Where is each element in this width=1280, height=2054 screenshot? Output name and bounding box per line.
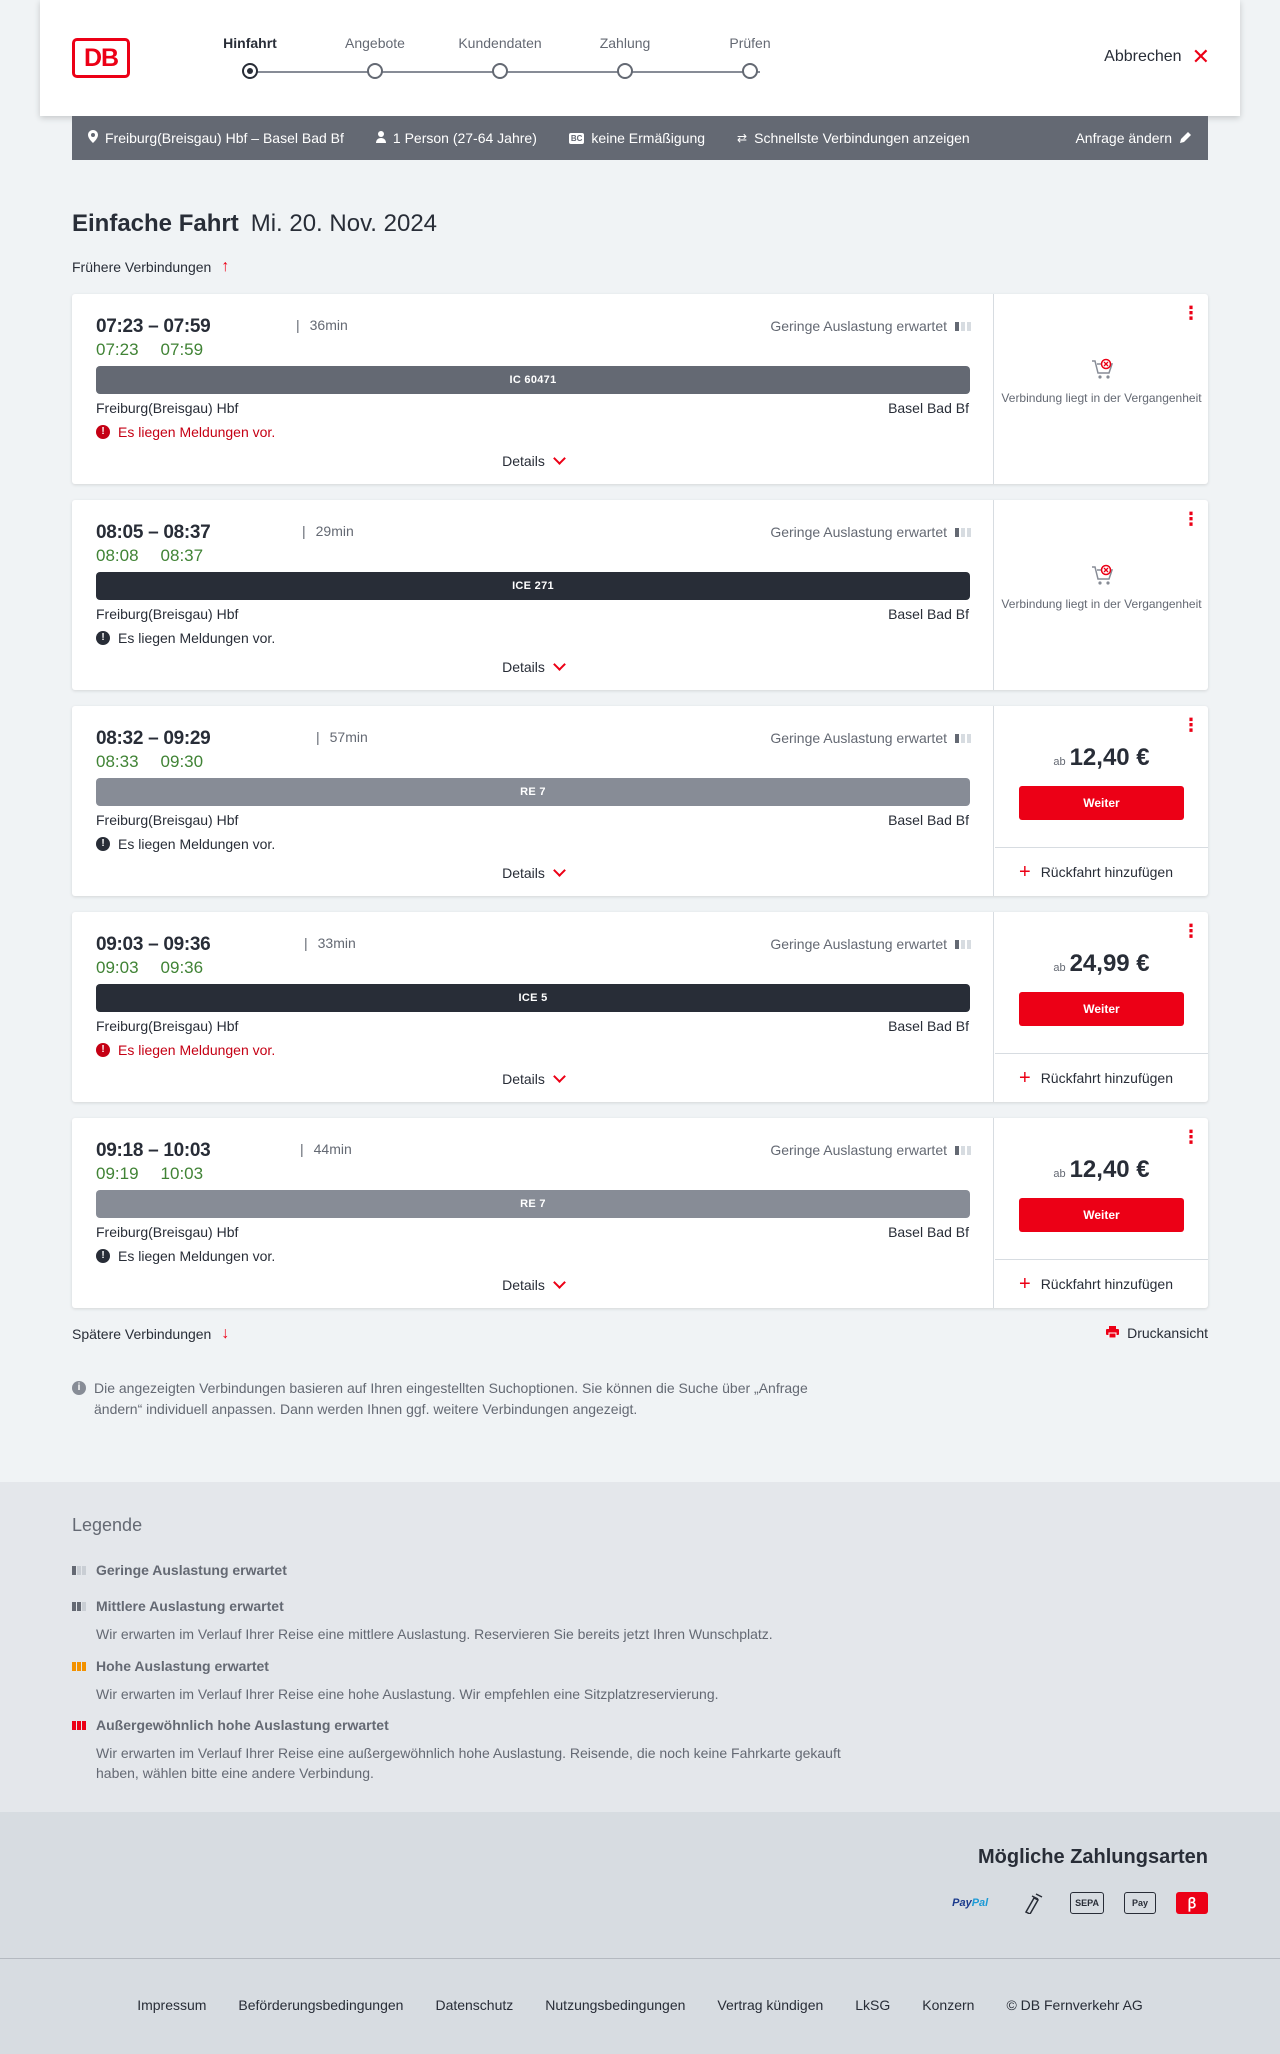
details-label: Details	[502, 659, 545, 675]
offer-area	[995, 294, 1208, 484]
realtime-departure: 08:33	[96, 752, 139, 771]
add-return-trip-button[interactable]	[995, 847, 1208, 896]
db-icon: ꞵ	[1176, 1892, 1208, 1914]
continue-button[interactable]: Weiter	[1019, 992, 1184, 1026]
later-label: Spätere Verbindungen	[72, 1326, 212, 1342]
footer-link-befoerderungsbedingungen[interactable]: Beförderungsbedingungen	[238, 1997, 404, 2013]
utilization-low-icon	[955, 528, 971, 537]
step-angebote	[320, 35, 430, 55]
location-pin-icon	[88, 130, 98, 146]
realtime-times	[96, 546, 203, 566]
details-toggle[interactable]	[72, 1071, 994, 1087]
connection-card	[72, 706, 1208, 896]
train-bar[interactable]: IC 60471	[96, 366, 970, 394]
legend-item-low	[72, 1562, 872, 1578]
connection-card	[72, 294, 1208, 484]
step-dot	[492, 63, 508, 79]
legend-item-title: Hohe Auslastung erwartet	[96, 1658, 269, 1674]
destination-station: Basel Bad Bf	[888, 1018, 969, 1034]
train-bar[interactable]: RE 7	[96, 1190, 970, 1218]
destination-station: Basel Bad Bf	[888, 1224, 969, 1240]
change-query-label: Anfrage ändern	[1075, 130, 1172, 146]
cancel-button[interactable]	[1104, 44, 1210, 69]
alert-icon: !	[96, 1043, 110, 1057]
scheduled-times: 08:32 – 09:29	[96, 728, 211, 749]
utilization-low-icon	[955, 1146, 971, 1155]
step-hinfahrt	[195, 35, 305, 55]
notice-message	[96, 836, 275, 852]
credit-card-icon	[1018, 1892, 1050, 1914]
arrow-up-icon: ↑	[221, 258, 230, 275]
destination-station: Basel Bad Bf	[888, 812, 969, 828]
price-value: 24,99 €	[1069, 950, 1150, 977]
trip-type: Einfache Fahrt	[72, 210, 239, 237]
past-label: Verbindung liegt in der Vergangenheit	[1001, 391, 1202, 405]
plus-icon: +	[1019, 1273, 1031, 1295]
realtime-times	[96, 1164, 203, 1184]
connection-card	[72, 912, 1208, 1102]
printer-icon	[1106, 1326, 1119, 1341]
more-options-icon[interactable]: ⋮	[1182, 303, 1200, 323]
realtime-arrival: 07:59	[160, 340, 204, 359]
footer-link-lksg[interactable]: LkSG	[855, 1997, 891, 2013]
header	[40, 0, 1240, 116]
destination-station: Basel Bad Bf	[888, 606, 969, 622]
chevron-down-icon	[553, 452, 566, 465]
notice-text: Es liegen Meldungen vor.	[118, 1042, 276, 1058]
duration: | 29min	[302, 523, 354, 539]
utilization-info	[770, 1142, 971, 1158]
origin-station: Freiburg(Breisgau) Hbf	[96, 1018, 239, 1034]
page-title	[72, 210, 437, 238]
step-dot	[367, 63, 383, 79]
legend-item-exceptional	[72, 1717, 872, 1783]
print-view-link[interactable]	[1106, 1325, 1208, 1341]
step-pruefen	[695, 35, 805, 55]
earlier-connections-link[interactable]	[72, 258, 229, 276]
cancel-label: Abbrechen	[1104, 48, 1182, 65]
discount-text: keine Ermäßigung	[591, 130, 706, 146]
footer-link-impressum[interactable]: Impressum	[137, 1997, 207, 2013]
utilization-medium-icon	[72, 1602, 88, 1611]
legend-item-title: Mittlere Auslastung erwartet	[96, 1598, 284, 1614]
plus-icon: +	[1019, 861, 1031, 883]
utilization-info	[770, 318, 971, 334]
footer-link-nutzungsbedingungen[interactable]: Nutzungsbedingungen	[545, 1997, 686, 2013]
utilization-text: Geringe Auslastung erwartet	[770, 318, 947, 334]
utilization-high-icon	[72, 1662, 88, 1671]
arrow-down-icon: ↓	[221, 1325, 230, 1342]
price-prefix: ab	[1053, 756, 1066, 768]
origin-station: Freiburg(Breisgau) Hbf	[96, 606, 239, 622]
details-label: Details	[502, 453, 545, 469]
step-label: Zahlung	[599, 35, 651, 51]
step-label: Prüfen	[729, 35, 771, 51]
offer-area	[995, 912, 1208, 1102]
utilization-info	[770, 524, 971, 540]
legend-item-medium	[72, 1598, 872, 1644]
footer-link-konzern[interactable]: Konzern	[922, 1997, 975, 2013]
train-bar[interactable]: RE 7	[96, 778, 970, 806]
realtime-times	[96, 958, 203, 978]
connection-details-area[interactable]	[72, 294, 994, 484]
continue-button[interactable]: Weiter	[1019, 1198, 1184, 1232]
utilization-text: Geringe Auslastung erwartet	[770, 936, 947, 952]
details-label: Details	[502, 1277, 545, 1293]
notice-message	[96, 630, 275, 646]
legend-item-desc: Wir erwarten im Verlauf Ihrer Reise eine mittlere Auslastung. Reservieren Sie bereits jetzt Ihren Wunschplatz.	[96, 1626, 773, 1642]
step-label: Hinfahrt	[223, 35, 277, 51]
footer-links	[0, 1997, 1280, 2013]
notice-message	[96, 1042, 275, 1058]
return-label: Rückfahrt hinzufügen	[1040, 1070, 1173, 1086]
continue-button[interactable]: Weiter	[1019, 786, 1184, 820]
scheduled-times: 09:18 – 10:03	[96, 1140, 211, 1161]
fastest-text: Schnellste Verbindungen anzeigen	[754, 130, 970, 146]
past-connection-note	[995, 356, 1208, 406]
step-zahlung	[570, 35, 680, 55]
sepa-icon: SEPA	[1070, 1892, 1104, 1914]
apple-pay-icon: Pay	[1124, 1892, 1156, 1914]
earlier-label: Frühere Verbindungen	[72, 259, 212, 275]
chevron-down-icon	[553, 1070, 566, 1083]
alert-icon: !	[96, 837, 110, 851]
past-connection-note	[995, 562, 1208, 612]
print-label: Druckansicht	[1127, 1325, 1208, 1341]
query-route	[88, 130, 344, 146]
payment-icons	[942, 1892, 1208, 1914]
progress-stepper	[210, 35, 800, 85]
scheduled-times: 09:03 – 09:36	[96, 934, 211, 955]
realtime-departure: 09:03	[96, 958, 139, 977]
chevron-down-icon	[553, 864, 566, 877]
bahncard-icon: BC	[570, 133, 583, 143]
price-prefix: ab	[1053, 1168, 1066, 1180]
price-value: 12,40 €	[1069, 1156, 1150, 1183]
connection-details-area[interactable]	[72, 912, 994, 1102]
origin-station: Freiburg(Breisgau) Hbf	[96, 1224, 239, 1240]
alert-icon: !	[96, 1249, 110, 1263]
paypal-icon: Pay Pal	[952, 1897, 989, 1909]
db-logo[interactable]	[72, 38, 130, 78]
step-label: Angebote	[345, 35, 405, 51]
step-label: Kundendaten	[458, 35, 542, 51]
duration: | 44min	[300, 1141, 352, 1157]
switch-arrows-icon: ⇄	[737, 131, 748, 145]
price	[995, 744, 1208, 772]
later-connections-link[interactable]	[72, 1325, 229, 1343]
price	[995, 1156, 1208, 1184]
duration: | 57min	[316, 729, 368, 745]
past-label: Verbindung liegt in der Vergangenheit	[1001, 597, 1202, 611]
close-icon: ✕	[1191, 44, 1210, 69]
query-fastest	[737, 130, 970, 146]
details-toggle[interactable]	[72, 453, 994, 469]
train-bar[interactable]: ICE 271	[96, 572, 970, 600]
step-dot	[742, 63, 758, 79]
realtime-departure: 09:19	[96, 1164, 139, 1183]
pencil-icon	[1180, 130, 1192, 146]
origin-station: Freiburg(Breisgau) Hbf	[96, 812, 239, 828]
info-icon: i	[72, 1381, 86, 1395]
trip-date: Mi. 20. Nov. 2024	[250, 210, 438, 237]
train-bar[interactable]: ICE 5	[96, 984, 970, 1012]
return-label: Rückfahrt hinzufügen	[1040, 864, 1173, 880]
payment-methods	[0, 1812, 1280, 1958]
legend-item-desc: Wir erwarten im Verlauf Ihrer Reise eine hohe Auslastung. Wir empfehlen eine Sitzplatzreservierung.	[96, 1686, 719, 1702]
utilization-legend	[0, 1482, 1280, 1812]
add-return-trip-button[interactable]	[995, 1053, 1208, 1102]
utilization-low-icon	[955, 940, 971, 949]
utilization-text: Geringe Auslastung erwartet	[770, 524, 947, 540]
notice-text: Es liegen Meldungen vor.	[118, 630, 276, 646]
step-dot	[617, 63, 633, 79]
notice-text: Es liegen Meldungen vor.	[118, 424, 276, 440]
footer-link-copyright[interactable]: © DB Fernverkehr AG	[1006, 1997, 1143, 2013]
legend-item-high	[72, 1658, 872, 1704]
footer-link-vertrag-kuendigen[interactable]: Vertrag kündigen	[717, 1997, 824, 2013]
details-toggle[interactable]	[72, 1277, 994, 1293]
duration: | 33min	[304, 935, 356, 951]
connection-card	[72, 1118, 1208, 1308]
cart-unavailable-icon	[1089, 562, 1115, 588]
details-label: Details	[502, 1071, 545, 1087]
price-value: 12,40 €	[1069, 744, 1150, 771]
connection-card	[72, 500, 1208, 690]
legend-item-title: Außergewöhnlich hohe Auslastung erwartet	[96, 1717, 389, 1733]
realtime-arrival: 08:37	[160, 546, 204, 565]
notice-message	[96, 424, 275, 440]
more-options-icon[interactable]: ⋮	[1182, 1127, 1200, 1147]
origin-station: Freiburg(Breisgau) Hbf	[96, 400, 239, 416]
step-kundendaten	[445, 35, 555, 55]
chevron-down-icon	[553, 1276, 566, 1289]
legend-item-title: Geringe Auslastung erwartet	[96, 1562, 287, 1578]
utilization-text: Geringe Auslastung erwartet	[770, 730, 947, 746]
footer-link-datenschutz[interactable]: Datenschutz	[435, 1997, 514, 2013]
offer-area	[995, 500, 1208, 690]
destination-station: Basel Bad Bf	[888, 400, 969, 416]
return-label: Rückfahrt hinzufügen	[1040, 1276, 1173, 1292]
step-dot	[242, 63, 258, 79]
alert-icon: !	[96, 631, 110, 645]
details-toggle[interactable]	[72, 659, 994, 675]
utilization-info	[770, 730, 971, 746]
route-text: Freiburg(Breisgau) Hbf – Basel Bad Bf	[105, 130, 344, 146]
more-options-icon[interactable]: ⋮	[1182, 921, 1200, 941]
realtime-arrival: 10:03	[160, 1164, 204, 1183]
utilization-text: Geringe Auslastung erwartet	[770, 1142, 947, 1158]
utilization-exceptional-icon	[72, 1721, 88, 1730]
price	[995, 950, 1208, 978]
details-toggle[interactable]	[72, 865, 994, 881]
details-label: Details	[502, 865, 545, 881]
offer-area	[995, 706, 1208, 896]
person-icon	[376, 131, 386, 146]
query-summary-bar	[72, 116, 1208, 160]
footer	[0, 1958, 1280, 2054]
alert-icon: !	[96, 425, 110, 439]
chevron-down-icon	[553, 658, 566, 671]
cart-unavailable-icon	[1089, 356, 1115, 382]
duration: | 36min	[296, 317, 348, 333]
passengers-text: 1 Person (27-64 Jahre)	[392, 130, 537, 146]
notice-text: Es liegen Meldungen vor.	[118, 1248, 276, 1264]
scheduled-times: 07:23 – 07:59	[96, 316, 211, 337]
utilization-low-icon	[955, 322, 971, 331]
legend-title: Legende	[72, 1515, 143, 1535]
plus-icon: +	[1019, 1067, 1031, 1089]
change-query-button[interactable]	[1075, 130, 1192, 146]
utilization-low-icon	[72, 1566, 88, 1575]
add-return-trip-button[interactable]	[995, 1259, 1208, 1308]
realtime-arrival: 09:36	[160, 958, 204, 977]
more-options-icon[interactable]: ⋮	[1182, 715, 1200, 735]
connection-details-area[interactable]	[72, 500, 994, 690]
realtime-times	[96, 340, 203, 360]
query-discount	[569, 130, 705, 146]
realtime-departure: 07:23	[96, 340, 139, 359]
scheduled-times: 08:05 – 08:37	[96, 522, 211, 543]
legend-item-desc: Wir erwarten im Verlauf Ihrer Reise eine außergewöhnlich hohe Auslastung. Reisende, die noch keine Fahrkarte gekauft haben, wählen bitte eine andere Verbindung.	[96, 1745, 841, 1781]
utilization-low-icon	[955, 734, 971, 743]
logo-text: DB	[83, 43, 119, 72]
payment-title: Mögliche Zahlungsarten	[977, 1846, 1208, 1868]
realtime-arrival: 09:30	[160, 752, 204, 771]
connection-details-area[interactable]	[72, 1118, 994, 1308]
more-options-icon[interactable]: ⋮	[1182, 509, 1200, 529]
realtime-times	[96, 752, 203, 772]
utilization-info	[770, 936, 971, 952]
notice-message	[96, 1248, 275, 1264]
query-passengers	[376, 130, 537, 146]
info-text: Die angezeigten Verbindungen basieren auf Ihren eingestellten Suchoptionen. Sie können die Suche über „Anfrage ändern“ individuell anpassen. Dann werden Ihnen ggf. weitere Verbindungen angezeigt.	[94, 1380, 808, 1417]
price-prefix: ab	[1053, 962, 1066, 974]
connection-details-area[interactable]	[72, 706, 994, 896]
realtime-departure: 08:08	[96, 546, 139, 565]
offer-area	[995, 1118, 1208, 1308]
notice-text: Es liegen Meldungen vor.	[118, 836, 276, 852]
search-info-note	[72, 1378, 852, 1420]
